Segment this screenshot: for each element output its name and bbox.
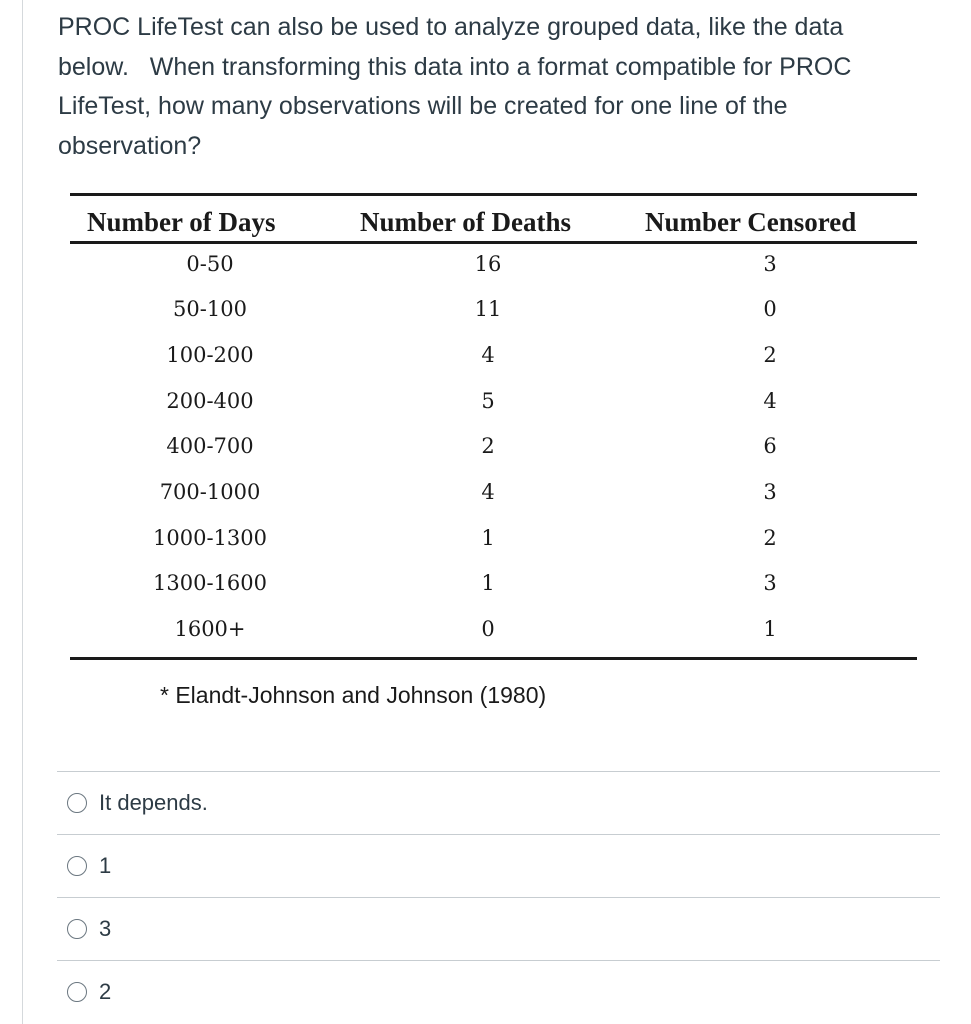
cell-deaths: 11 [474,297,502,321]
cell-censored: 4 [763,389,777,413]
cell-days: 400-700 [166,434,254,458]
cell-days: 1300-1600 [153,571,267,595]
answer-label[interactable]: 1 [99,853,112,878]
answer-option[interactable] [57,960,940,1023]
cell-censored: 3 [763,252,777,276]
question-text [58,8,938,166]
cell-censored: 0 [763,297,777,321]
cell-deaths: 0 [481,617,495,641]
question-line-4: observation? [58,131,202,160]
answer-option[interactable] [57,897,940,960]
cell-censored: 1 [763,617,777,641]
cell-deaths: 1 [481,526,495,550]
table-source-note: * Elandt-Johnson and Johnson (1980) [160,682,547,708]
cell-deaths: 4 [481,343,495,367]
cell-deaths: 1 [481,571,495,595]
radio-button[interactable] [67,793,87,813]
answer-list [57,771,940,1023]
header-number-of-days: Number of Days [87,207,276,237]
radio-button[interactable] [67,919,87,939]
cell-deaths: 2 [481,434,495,458]
cell-censored: 3 [763,571,777,595]
left-border [0,0,23,1024]
question-line-3: LifeTest, how many observations will be created for one line of the [58,92,788,120]
table-top-rule [70,193,917,196]
cell-days: 100-200 [166,343,254,367]
cell-deaths: 5 [481,389,495,413]
header-number-censored: Number Censored [645,207,857,237]
cell-days: 700-1000 [159,480,261,504]
cell-days: 1600+ [174,617,246,641]
cell-censored: 6 [763,434,777,458]
cell-censored: 2 [763,526,777,550]
cell-censored: 2 [763,343,777,367]
question-line-1: PROC LifeTest can also be used to analyze grouped data, like the data [58,13,844,41]
cell-days: 50-100 [173,297,247,321]
cell-deaths: 4 [481,480,495,504]
radio-button[interactable] [67,982,87,1002]
cell-deaths: 16 [474,252,502,276]
answer-label[interactable]: 3 [99,916,112,941]
header-number-of-deaths: Number of Deaths [360,207,571,237]
table-header-rule [70,241,917,244]
cell-days: 0-50 [186,252,234,276]
cell-censored: 3 [763,480,777,504]
cell-days: 1000-1300 [153,526,267,550]
answer-label[interactable]: 2 [99,979,112,1004]
answer-label[interactable]: It depends. [99,790,208,815]
answer-option[interactable] [57,771,940,834]
table-bottom-rule [70,657,917,660]
answer-option[interactable] [57,834,940,897]
question-line-2: below. When transforming this data into a format compatible for PROC [58,52,852,81]
radio-button[interactable] [67,856,87,876]
cell-days: 200-400 [166,389,254,413]
